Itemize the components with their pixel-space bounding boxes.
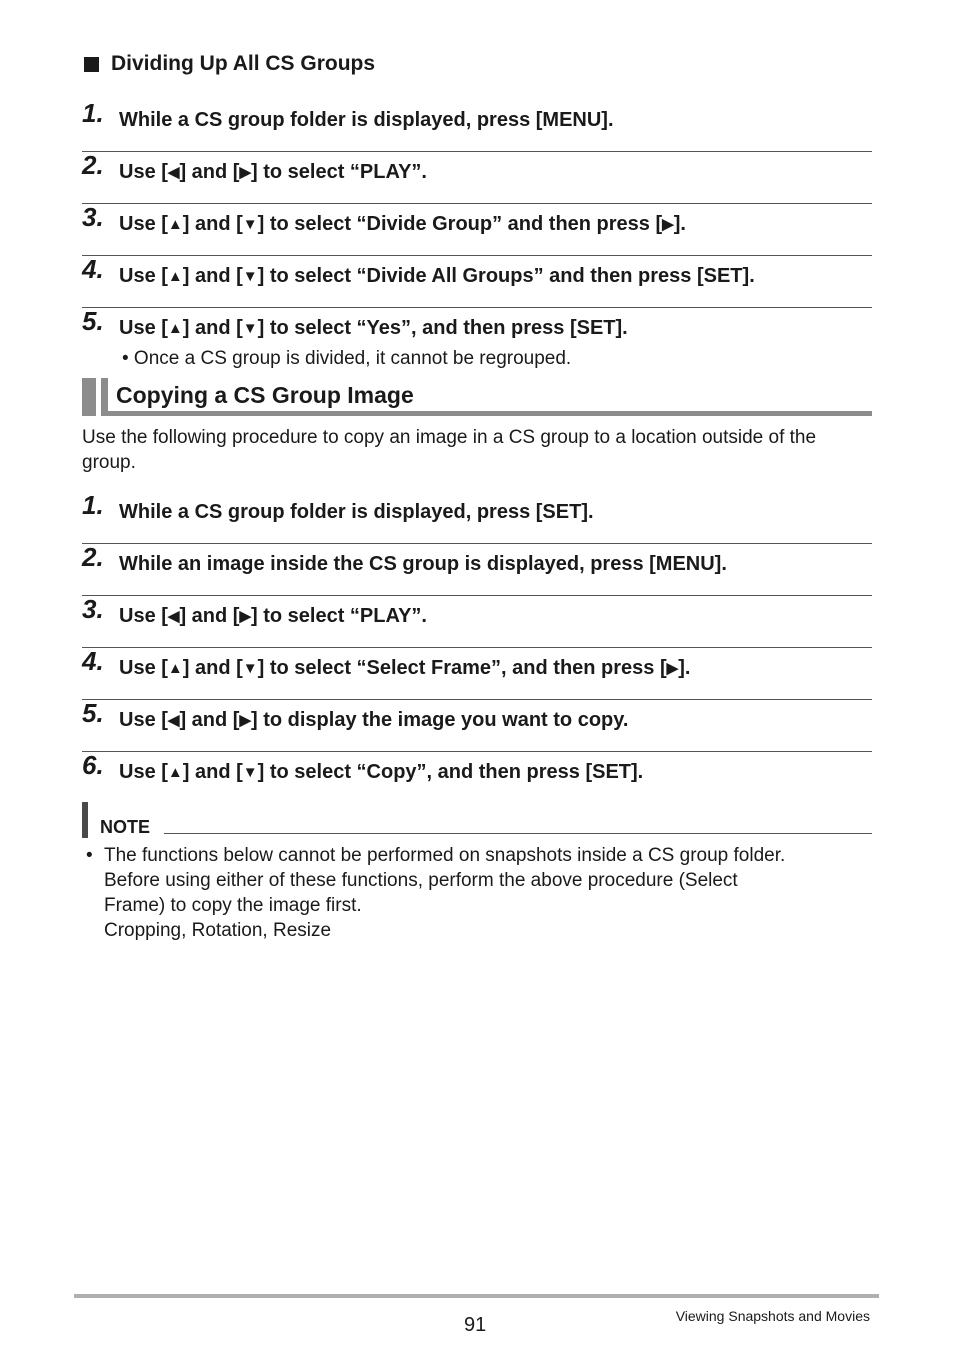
note-bullet: • (86, 845, 93, 866)
step-item (82, 256, 872, 308)
step-text (119, 657, 690, 680)
step-text (119, 553, 727, 576)
step-text (119, 213, 686, 236)
right-arrow-icon: ▶ (666, 660, 679, 677)
step-text-part: ] and [ (182, 265, 243, 287)
right-arrow-icon: ▶ (239, 164, 251, 181)
step-text-part: Use [ (119, 605, 168, 627)
page-number: 91 (464, 1314, 487, 1336)
step-number: 5. (82, 698, 104, 728)
left-arrow-icon: ◀ (167, 608, 180, 625)
step-text-part: ] and [ (182, 657, 243, 679)
step-item (82, 204, 872, 256)
note-line: Before using either of these functions, perform the above procedure (Select (104, 870, 738, 891)
step-text-part: ] to select “Divide Group” and then press [ (257, 213, 663, 235)
section-heading-text: Copying a CS Group Image (116, 382, 414, 408)
step-text-part: ] to select “Divide All Groups” and then press [SET]. (257, 265, 755, 287)
up-arrow-icon: ▲ (167, 268, 183, 285)
step-text (119, 161, 427, 184)
step-text (119, 761, 643, 784)
step-text-part: ] and [ (179, 605, 240, 627)
step-text (119, 109, 614, 132)
step-text-part: Use [ (119, 709, 168, 731)
step-number: 2. (82, 542, 104, 572)
up-arrow-icon: ▲ (167, 660, 183, 677)
step-item (82, 100, 872, 152)
down-arrow-icon: ▼ (242, 764, 258, 781)
note-line: Cropping, Rotation, Resize (104, 920, 332, 941)
step-item (82, 752, 872, 804)
footer-section-label: Viewing Snapshots and Movies (675, 1308, 870, 1324)
left-arrow-icon: ◀ (167, 164, 180, 181)
step-text-part: ] and [ (182, 213, 243, 235)
heading-bar-block (101, 378, 108, 416)
step-list-dividing (82, 100, 872, 378)
step-text-part: Use [ (119, 265, 168, 287)
section-heading-copying (82, 378, 872, 418)
step-subnote: • Once a CS group is divided, it cannot be regrouped. (122, 348, 572, 369)
section-heading-text: Dividing Up All CS Groups (111, 52, 376, 75)
step-text-part: ] to display the image you want to copy. (251, 709, 629, 731)
step-text-part: Use [ (119, 161, 168, 183)
up-arrow-icon: ▲ (167, 216, 183, 233)
step-item (82, 308, 872, 378)
step-number: 1. (82, 490, 104, 520)
intro-paragraph: Use the following procedure to copy an image in a CS group to a location outside of the group. (82, 427, 817, 473)
step-item (82, 648, 872, 700)
step-text-part: ] to select “Yes”, and then press [SET]. (257, 317, 628, 339)
step-number: 4. (82, 254, 104, 284)
step-item (82, 544, 872, 596)
step-text (119, 317, 628, 340)
step-text-part: While a CS group folder is displayed, press [SET]. (119, 501, 594, 523)
footer-rule (74, 1294, 879, 1298)
step-number: 3. (82, 594, 104, 624)
square-bullet-icon (84, 57, 99, 72)
note-label: NOTE (100, 817, 151, 837)
step-text (119, 709, 628, 732)
step-item (82, 152, 872, 204)
step-text-part: Use [ (119, 761, 168, 783)
step-text-part: ] and [ (182, 317, 243, 339)
step-text-part: Use [ (119, 657, 168, 679)
step-text-part: ] to select “PLAY”. (251, 161, 427, 183)
note-line: Frame) to copy the image first. (104, 895, 362, 916)
step-number: 2. (82, 150, 104, 180)
note-bar (82, 802, 88, 838)
step-text-part: ] and [ (179, 709, 240, 731)
down-arrow-icon: ▼ (242, 660, 258, 677)
step-text-part: Use [ (119, 317, 168, 339)
note-rule (164, 833, 872, 834)
down-arrow-icon: ▼ (242, 268, 258, 285)
step-text-part: ] and [ (182, 761, 243, 783)
right-arrow-icon: ▶ (239, 608, 251, 625)
down-arrow-icon: ▼ (242, 320, 258, 337)
step-item (82, 700, 872, 752)
step-number: 4. (82, 646, 104, 676)
step-number: 6. (82, 750, 104, 780)
step-number: 1. (82, 98, 104, 128)
step-text-part: ] to select “Copy”, and then press [SET]. (257, 761, 644, 783)
step-text-part: Use [ (119, 213, 168, 235)
step-text-part: ]. (673, 213, 686, 235)
step-text-part: ] and [ (179, 161, 240, 183)
right-arrow-icon: ▶ (662, 216, 674, 233)
step-item (82, 492, 872, 544)
step-list-copying (82, 492, 872, 804)
step-text-part: ]. (678, 657, 691, 679)
step-number: 5. (82, 306, 104, 336)
step-text (119, 605, 427, 628)
heading-underline (108, 411, 872, 416)
right-arrow-icon: ▶ (239, 712, 251, 729)
step-text-part: ] to select “Select Frame”, and then press [ (257, 657, 667, 679)
note-line: The functions below cannot be performed on snapshots inside a CS group folder. (104, 845, 786, 866)
step-item (82, 596, 872, 648)
down-arrow-icon: ▼ (242, 216, 258, 233)
section-heading-dividing (84, 52, 375, 76)
step-text-part: While a CS group folder is displayed, press [MENU]. (119, 109, 614, 131)
step-text-part: ] to select “PLAY”. (251, 605, 427, 627)
step-text (119, 501, 594, 524)
heading-bar-block (82, 378, 96, 416)
step-text (119, 265, 755, 288)
up-arrow-icon: ▲ (167, 320, 183, 337)
step-number: 3. (82, 202, 104, 232)
step-text-part: While an image inside the CS group is displayed, press [MENU]. (119, 553, 727, 575)
left-arrow-icon: ◀ (167, 712, 180, 729)
up-arrow-icon: ▲ (167, 764, 183, 781)
